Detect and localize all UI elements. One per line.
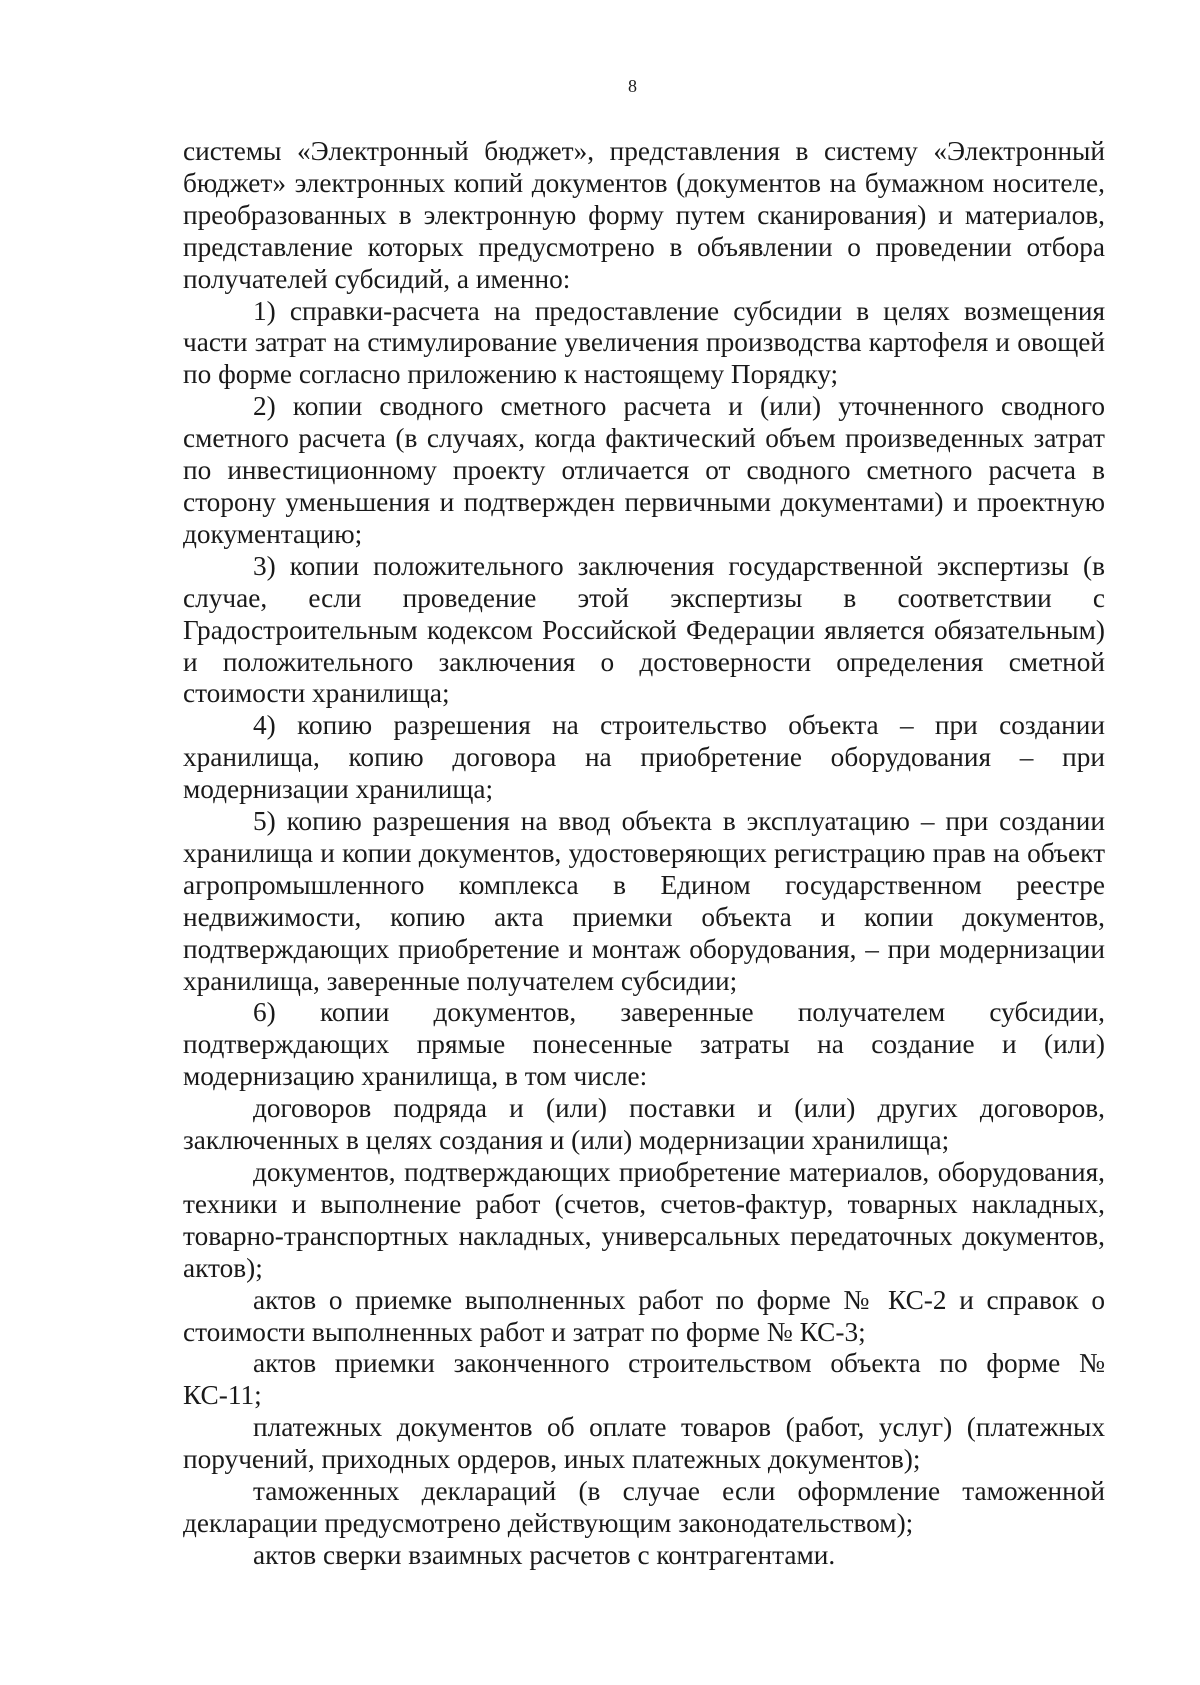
paragraph-item-2: 2) копии сводного сметного расчета и (или) уточненного сводного сметного расчета (в случаях, когда фактический объем произведенных затрат по инвестиционному проекту отличается от сводного сметного расчета в сторону уменьшения и подтвержден первичными документами) и проектную документацию; <box>183 391 1105 549</box>
paragraph-customs-declarations: таможенных деклараций (в случае если оформление таможенной декларации предусмотрено действующим законодательством); <box>183 1476 1105 1538</box>
paragraph-ks2-ks3-acts: актов о приемке выполненных работ по форме № КС-2 и справок о стоимости выполненных работ и затрат по форме № КС-3; <box>183 1284 1105 1347</box>
body-text <box>183 136 1105 1572</box>
paragraph-reconciliation-acts: актов сверки взаимных расчетов с контрагентами. <box>253 1539 836 1570</box>
paragraph-intro: системы «Электронный бюджет», представления в систему «Электронный бюджет» электронных копий документов (документов на бумажном носителе, преобразованных в электронную форму путем сканирования) и материалов, представление которых предусмотрено в объявлении о проведении отбора получателей субсидий, а именно: <box>183 136 1105 294</box>
paragraph-ks11-acts: актов приемки законченного строительством объекта по форме № КС-11; <box>183 1348 1105 1411</box>
paragraph-purchase-documents: документов, подтверждающих приобретение материалов, оборудования, техники и выполнение работ (счетов, счетов-фактур, товарных накладных, товарно-транспортных накладных, универсальных передаточных документов, актов); <box>183 1157 1105 1283</box>
paragraph-item-6: 6) копии документов, заверенные получателем субсидии, подтверждающих прямые понесенные затраты на создание и (или) модернизацию хранилища, в том числе: <box>183 997 1105 1092</box>
paragraph-item-5: 5) копию разрешения на ввод объекта в эксплуатацию – при создании хранилища и копии документов, удостоверяющих регистрацию прав на объект агропромышленного комплекса в Едином государственном реестре недвижимости, копию акта приемки объекта и копии документов, подтверждающих приобретение и монтаж оборудования, – при модернизации хранилища, заверенные получателем субсидии; <box>183 806 1105 996</box>
paragraph-item-4: 4) копию разрешения на строительство объекта – при создании хранилища, копию договора на приобретение оборудования – при модернизации хранилища; <box>183 710 1105 805</box>
paragraph-payment-documents: платежных документов об оплате товаров (работ, услуг) (платежных поручений, приходных ордеров, иных платежных документов); <box>183 1412 1105 1475</box>
page-number: 8 <box>628 76 637 96</box>
paragraph-item-1: 1) справки-расчета на предоставление субсидии в целях возмещения части затрат на стимулирование увеличения производства картофеля и овощей по форме согласно приложению к настоящему Порядку; <box>183 295 1105 390</box>
paragraph-item-3: 3) копии положительного заключения государственной экспертизы (в случае, если проведение этой экспертизы в соответствии с Градостроительным кодексом Российской Федерации является обязательным) и положительного заключения о достоверности определения сметной стоимости хранилища; <box>183 550 1105 709</box>
paragraph-contracts: договоров подряда и (или) поставки и (или) других договоров, заключенных в целях создания и (или) модернизации хранилища; <box>183 1093 1105 1156</box>
